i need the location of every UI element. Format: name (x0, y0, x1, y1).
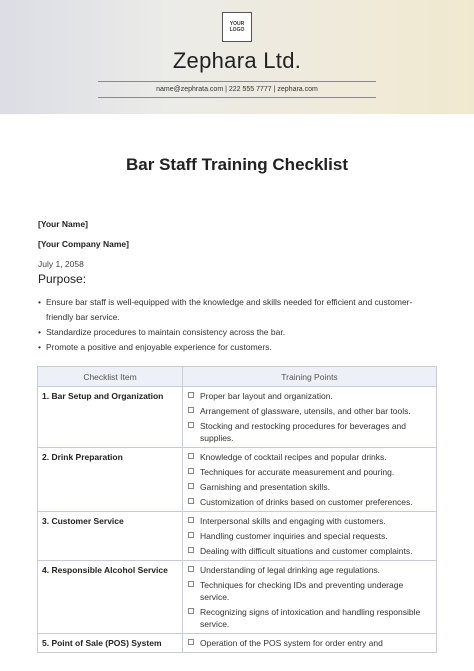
checkbox-icon[interactable] (188, 547, 194, 553)
training-point[interactable] (187, 579, 432, 603)
column-header-item: Checklist Item (38, 367, 183, 387)
checkbox-icon[interactable] (188, 422, 194, 428)
checkbox-icon[interactable] (188, 483, 194, 489)
training-point-text: Customization of drinks based on customer preferences. (200, 497, 413, 507)
training-point[interactable] (187, 545, 432, 557)
training-point-text: Techniques for accurate measurement and pouring. (200, 467, 395, 477)
checkbox-icon[interactable] (188, 392, 194, 398)
training-point-text: Techniques for checking IDs and preventing underage service. (200, 580, 404, 602)
table-row (38, 561, 437, 634)
training-points (183, 448, 437, 512)
checkbox-icon[interactable] (188, 566, 194, 572)
training-point[interactable] (187, 564, 432, 576)
training-point[interactable] (187, 496, 432, 508)
checkbox-icon[interactable] (188, 498, 194, 504)
checkbox-icon[interactable] (188, 453, 194, 459)
training-point[interactable] (187, 466, 432, 478)
checklist-item: 4. Responsible Alcohol Service (38, 561, 183, 634)
training-point-text: Arrangement of glassware, utensils, and other bar tools. (200, 406, 411, 416)
purpose-item: • Ensure bar staff is well-equipped with the knowledge and skills needed for efficient and customer-friendly bar service. (38, 295, 438, 325)
divider-top (98, 81, 376, 82)
purpose-item: • Promote a positive and enjoyable experience for customers. (38, 340, 438, 355)
training-point[interactable] (187, 451, 432, 463)
checkbox-icon[interactable] (188, 532, 194, 538)
training-point[interactable] (187, 405, 432, 417)
training-points (183, 634, 437, 653)
company-name-field: [Your Company Name] (38, 239, 129, 249)
checkbox-icon[interactable] (188, 639, 194, 645)
training-point-text: Understanding of legal drinking age regulations. (200, 565, 381, 575)
company-name: Zephara Ltd. (172, 48, 302, 73)
table-row (38, 512, 437, 561)
document-date: July 1, 2058 (38, 259, 84, 269)
training-point-text: Handling customer inquiries and special requests. (200, 531, 388, 541)
contact-info: name@zephrata.com | 222 555 7777 | zephara.com (156, 86, 318, 93)
training-points (183, 387, 437, 448)
logo-text-line1: YOUR (229, 21, 245, 27)
letterhead (0, 0, 474, 114)
training-point-text: Knowledge of cocktail recipes and popular drinks. (200, 452, 387, 462)
training-point-text: Recognizing signs of intoxication and handling responsible service. (200, 607, 421, 629)
table-header-row (38, 367, 437, 387)
checklist-item: 3. Customer Service (38, 512, 183, 561)
checkbox-icon[interactable] (188, 517, 194, 523)
checklist-item: 1. Bar Setup and Organization (38, 387, 183, 448)
checkbox-icon[interactable] (188, 407, 194, 413)
training-point-text: Operation of the POS system for order entry and (200, 638, 383, 648)
logo-placeholder (222, 12, 252, 42)
training-point[interactable] (187, 515, 432, 527)
purpose-heading: Purpose: (38, 272, 87, 286)
document-title: Bar Staff Training Checklist (126, 155, 348, 174)
training-point[interactable] (187, 390, 432, 402)
checkbox-icon[interactable] (188, 608, 194, 614)
training-point-text: Garnishing and presentation skills. (200, 482, 330, 492)
training-point-text: Dealing with difficult situations and customer complaints. (200, 546, 413, 556)
training-point[interactable] (187, 530, 432, 542)
table-row (38, 387, 437, 448)
training-points (183, 512, 437, 561)
training-point[interactable] (187, 606, 432, 630)
divider-bottom (98, 97, 376, 98)
training-point-text: Proper bar layout and organization. (200, 391, 333, 401)
checkbox-icon[interactable] (188, 581, 194, 587)
table-row (38, 634, 437, 653)
training-point[interactable] (187, 637, 432, 649)
purpose-item: • Standardize procedures to maintain consistency across the bar. (38, 325, 438, 340)
training-point-text: Interpersonal skills and engaging with customers. (200, 516, 386, 526)
checkbox-icon[interactable] (188, 468, 194, 474)
table-row (38, 448, 437, 512)
training-points (183, 561, 437, 634)
checklist-item: 2. Drink Preparation (38, 448, 183, 512)
your-name-field: [Your Name] (38, 219, 88, 229)
training-point[interactable] (187, 481, 432, 493)
logo-text-line2: LOGO (229, 27, 245, 33)
training-point-text: Stocking and restocking procedures for beverages and supplies. (200, 421, 407, 443)
column-header-points: Training Points (183, 367, 437, 387)
purpose-list (38, 295, 438, 355)
checklist-table (37, 366, 437, 653)
checklist-item: 5. Point of Sale (POS) System (38, 634, 183, 653)
training-point[interactable] (187, 420, 432, 444)
